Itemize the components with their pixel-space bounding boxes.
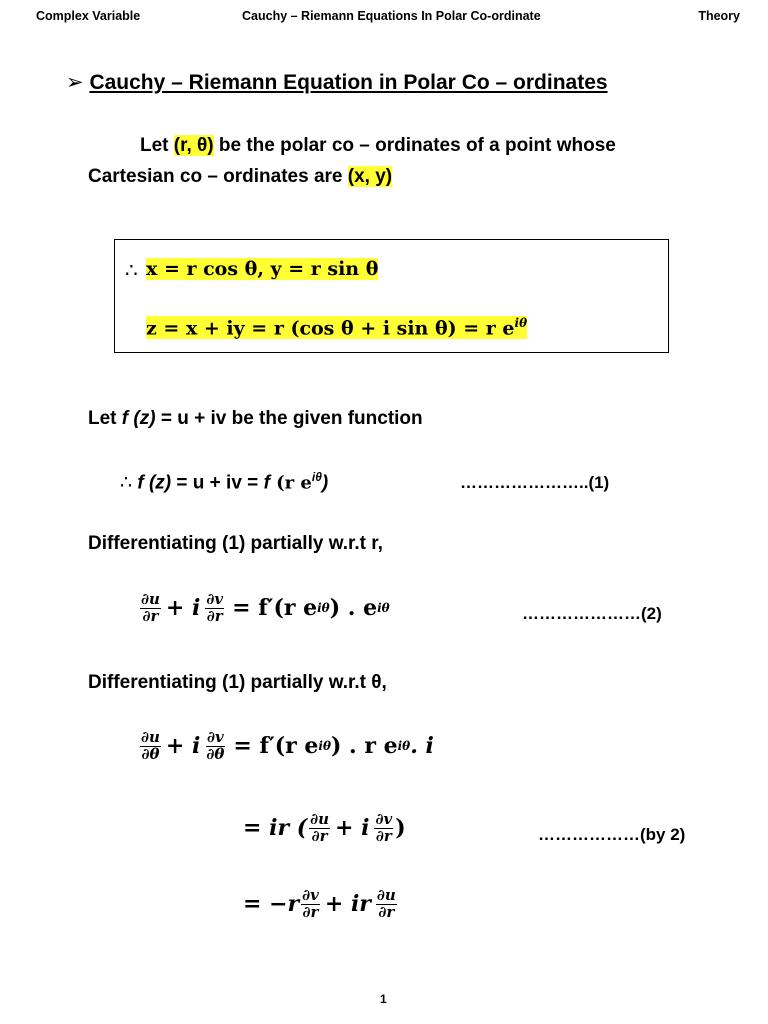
equation-3: [138, 730, 434, 763]
equation-2: [138, 592, 390, 625]
complex-polar-form: [146, 316, 527, 339]
function-definition: [88, 408, 423, 430]
numerator: ∂v: [375, 810, 393, 828]
denominator: ∂r: [378, 902, 395, 921]
therefore-symbol: ∴: [125, 258, 138, 282]
exponent: iθ: [397, 739, 411, 754]
close-paren: ): [321, 472, 329, 494]
arrow-bullet-icon: ➢: [66, 71, 84, 94]
denominator: ∂r: [311, 826, 328, 845]
differentiate-r-text: Differentiating (1) partially w.r.t r,: [88, 533, 383, 554]
intro-text: be the polar co – ordinates of a point whose: [213, 135, 616, 156]
denominator: ∂r: [142, 606, 159, 625]
fraction-dv-dr: [374, 812, 393, 845]
exponent: iθ: [317, 601, 330, 616]
fraction-du-dtheta: [140, 730, 161, 763]
therefore-symbol: ∴: [120, 472, 133, 494]
denominator: ∂r: [206, 606, 223, 625]
fraction-dv-dtheta: [205, 730, 225, 763]
fz-text: f (z): [137, 472, 172, 494]
fraction-du-dr: [309, 812, 330, 845]
cartesian-polar-relation: x = r cos θ, y = r sin θ: [146, 258, 379, 280]
fz-text: f (z): [121, 408, 156, 429]
denominator: ∂θ: [206, 744, 225, 763]
header-center: Cauchy – Riemann Equations In Polar Co-ordinate: [242, 9, 541, 23]
exponent: iθ: [377, 601, 390, 616]
numerator: ∂v: [302, 886, 319, 904]
fraction-dv-dr: [301, 888, 320, 921]
numerator: ∂u: [310, 810, 330, 828]
highlight-polar: (r, θ): [173, 135, 214, 156]
plus-ir: + ir: [324, 891, 371, 918]
denominator: ∂r: [302, 902, 319, 921]
text: Let: [88, 408, 122, 429]
text: = u + iv be the given function: [155, 408, 423, 429]
denominator: ∂r: [375, 826, 392, 845]
f-text: f: [263, 472, 270, 494]
intro-line-1: [140, 135, 616, 157]
arg-text: (r e: [269, 472, 312, 494]
section-heading: [66, 70, 608, 95]
highlight-cartesian: (x, y): [347, 166, 393, 187]
equation-1: [120, 470, 328, 494]
equation-box: [114, 239, 669, 353]
text: = u + iv =: [171, 472, 264, 494]
rhs-text: ) . e: [329, 595, 378, 622]
header-right: Theory: [698, 9, 740, 23]
equation-5: [243, 888, 399, 921]
heading-title: Cauchy – Riemann Equation in Polar Co – ordinates: [89, 71, 608, 94]
equation-1-tag: …………………..(1): [460, 473, 610, 492]
intro-text: Cartesian co – ordinates are: [88, 166, 348, 187]
rhs-text: = f′(r e: [233, 733, 319, 760]
exponent: iθ: [311, 470, 322, 484]
plus-i: + i: [165, 595, 201, 622]
numerator: ∂v: [207, 728, 224, 746]
rhs-text: = f′(r e: [232, 595, 318, 622]
numerator: ∂u: [141, 728, 160, 746]
numerator: ∂u: [376, 886, 396, 904]
header-left: Complex Variable: [36, 9, 141, 23]
fraction-du-dr: [376, 888, 397, 921]
plus-i: + i: [165, 733, 201, 760]
numerator: ∂v: [206, 590, 224, 608]
denominator: ∂θ: [141, 744, 160, 763]
close-paren: ): [395, 815, 406, 842]
equation-4-tag: ………………(by 2): [538, 825, 686, 844]
exponent: iθ: [514, 316, 528, 330]
fraction-du-dr: [140, 592, 161, 625]
differentiate-theta-text: Differentiating (1) partially w.r.t θ,: [88, 672, 387, 693]
equation-2-tag: …………………(2): [522, 604, 662, 623]
numerator: ∂u: [141, 590, 160, 608]
rhs-text: . i: [410, 733, 434, 760]
exponent: iθ: [318, 739, 331, 754]
rhs-text: ) . r e: [330, 733, 398, 760]
plus-i: + i: [335, 815, 370, 842]
page-number: 1: [380, 992, 387, 1006]
fraction-dv-dr: [205, 592, 224, 625]
intro-text: Let: [140, 135, 174, 156]
complex-form-text: z = x + iy = r (cos θ + i sin θ) = r e: [146, 317, 515, 340]
rhs-text: = ir (: [243, 815, 308, 842]
equation-4: [243, 812, 406, 845]
rhs-text: = −r: [243, 891, 300, 918]
intro-line-2: [88, 166, 392, 188]
